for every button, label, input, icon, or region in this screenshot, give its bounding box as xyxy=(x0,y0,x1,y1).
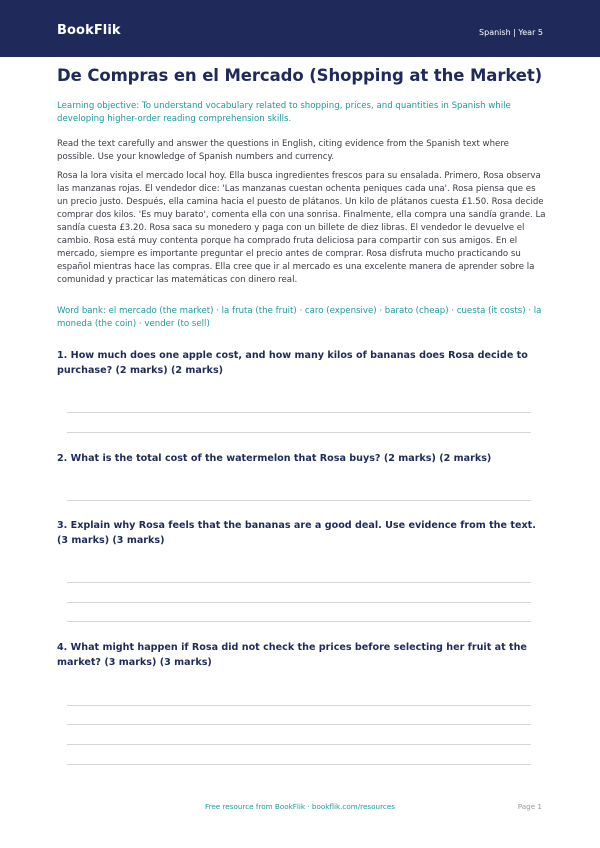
question-1: 1. How much does one apple cost, and how many kilos of bananas does Rosa decide to purchase? (2 marks) (2 marks) xyxy=(57,350,528,376)
answer-line[interactable] xyxy=(67,724,531,725)
question-4: 4. What might happen if Rosa did not check the prices before selecting her fruit at the market? (3 marks) (3 marks) xyxy=(57,642,527,668)
learning-objective: Learning objective: To understand vocabulary related to shopping, prices, and quantities in Spanish while developing higher-order reading comprehension skills. xyxy=(57,101,511,124)
answer-line[interactable] xyxy=(67,582,531,583)
brand-logo: BookFlik xyxy=(57,23,121,38)
answer-line[interactable] xyxy=(67,500,531,501)
word-bank: Word bank: el mercado (the market) · la fruta (the fruit) · caro (expensive) · barato (cheap) · cuesta (it costs) · la moneda (the coin) · vender (to sell) xyxy=(57,306,542,329)
answer-line[interactable] xyxy=(67,705,531,706)
answer-line[interactable] xyxy=(67,412,531,413)
answer-line[interactable] xyxy=(67,432,531,433)
worksheet-title: De Compras en el Mercado (Shopping at the Market) xyxy=(57,66,543,85)
footer-credit: Free resource from BookFlik · bookflik.com/resources xyxy=(204,802,396,811)
answer-line[interactable] xyxy=(67,602,531,603)
answer-line[interactable] xyxy=(67,744,531,745)
answer-line[interactable] xyxy=(67,621,531,622)
question-3: 3. Explain why Rosa feels that the bananas are a good deal. Use evidence from the text. (3 marks) (3 marks) xyxy=(57,520,536,546)
subject-year-label: Spanish | Year 5 xyxy=(479,28,543,37)
answer-line[interactable] xyxy=(67,764,531,765)
question-2: 2. What is the total cost of the watermelon that Rosa buys? (2 marks) (2 marks) xyxy=(57,453,492,464)
page-number: Page 1 xyxy=(517,802,542,811)
reading-passage: Rosa la lora visita el mercado local hoy. Ella busca ingredientes frescos para su ensalada. Primero, Rosa observa las manzanas rojas. El vendedor dice: 'Las manzanas cuestan ochenta peniques cada una'. Rosa piensa que es un precio justo. Después, ella camina hacia el puesto de plátanos. Un kilo de plátanos cuesta £1.50. Rosa decide comprar dos kilos. 'Es muy barato', comenta ella con una sonrisa. Finalmente, ella compra una sandía grande. La sandía cuesta £3.20. Rosa saca su monedero y paga con un billete de diez libras. El vendedor le devuelve el cambio. Rosa está muy contenta porque ha comprado fruta deliciosa para compartir con sus amigos. En el mercado, siempre es importante preguntar el precio antes de comprar. Rosa disfruta mucho practicando su español mientras hace las compras. Ella cree que ir al mercado es una excelente manera de aprender sobre la comunidad y practicar las matemáticas con dinero real. xyxy=(57,171,546,286)
header-bar xyxy=(0,0,600,57)
instructions: Read the text carefully and answer the questions in English, citing evidence from the Spanish text where possible. Use your knowledge of Spanish numbers and currency. xyxy=(57,139,509,162)
